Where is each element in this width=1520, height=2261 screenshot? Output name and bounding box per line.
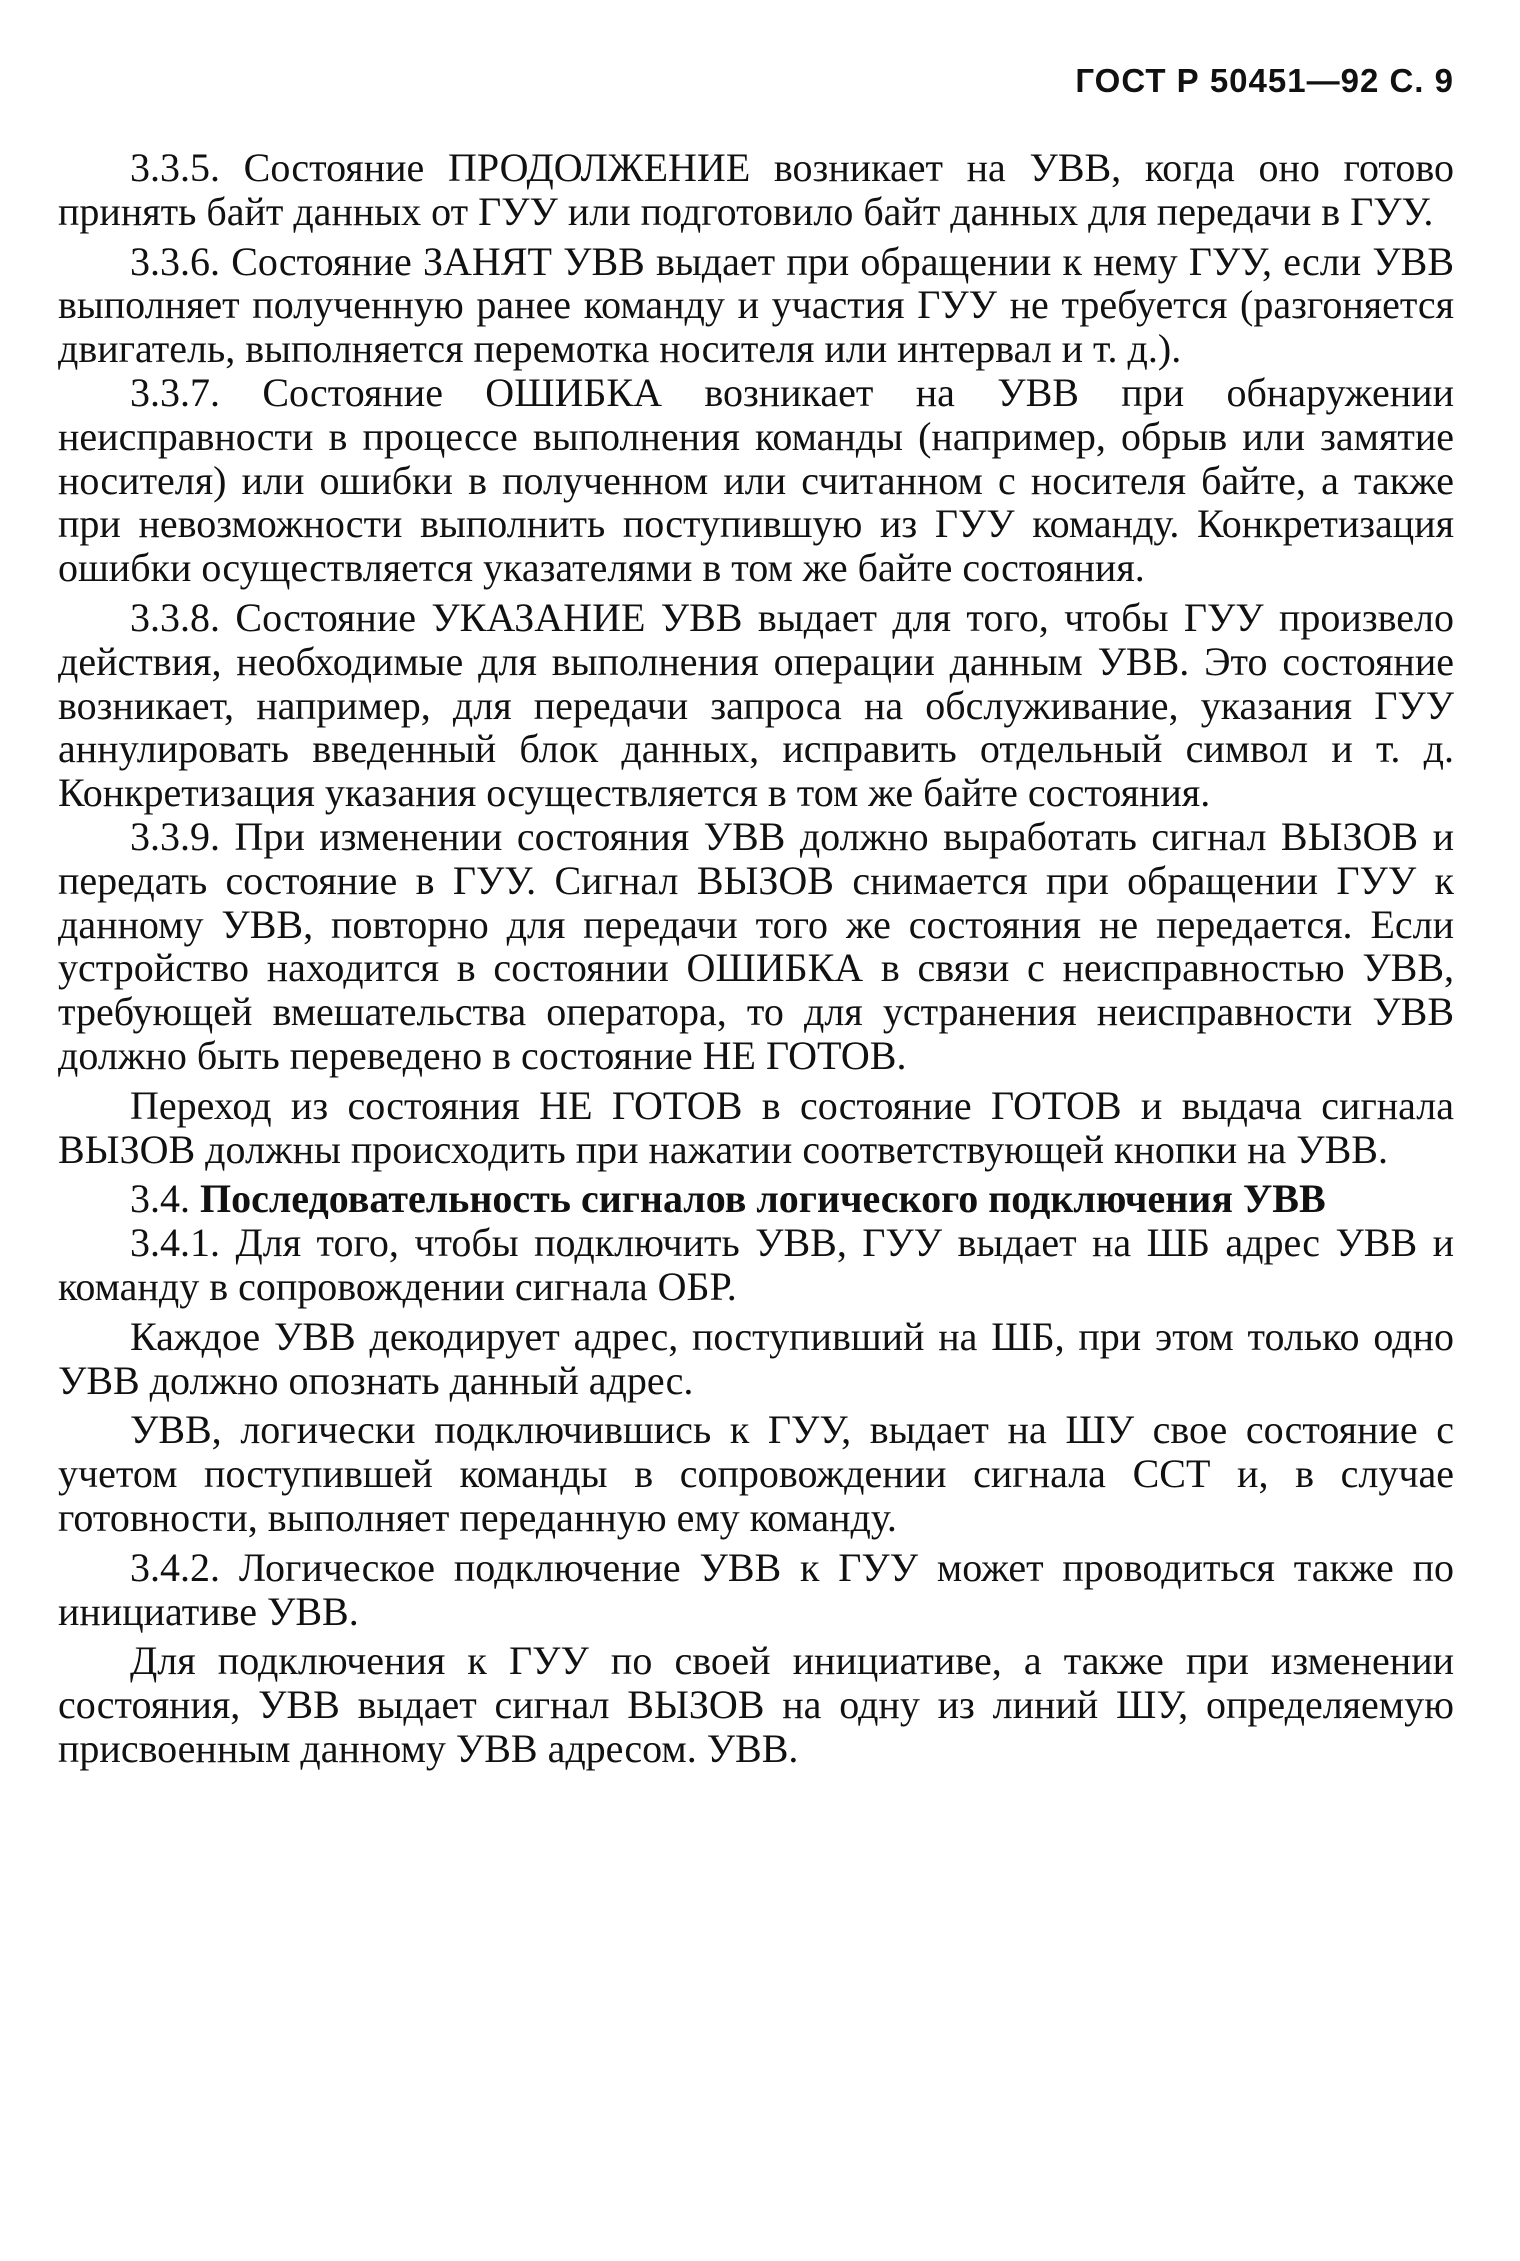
document-page — [58, 0, 1454, 2261]
document-body — [58, 146, 1454, 1771]
paragraph-3-4-1-decode: Каждое УВВ декодирует адрес, поступивший на ШБ, при этом только одно УВВ должно опознать данный адрес. — [58, 1313, 1454, 1403]
paragraph-3-3-7: 3.3.7. Состояние ОШИБКА возникает на УВВ при обнаружении неисправности в процессе выполнения команды (например, обрыв или замятие носителя) или ошибки в полученном или считанном с носителя байте, а также при невозможности выполнить поступившую из ГУУ команду. Конкретизация ошибки осуществляется указателями в том же байте состояния. — [58, 369, 1454, 591]
paragraph-3-3-9: 3.3.9. При изменении состояния УВВ должно выработать сигнал ВЫЗОВ и передать состояние в ГУУ. Сигнал ВЫЗОВ снимается при обращении ГУУ к данному УВВ, повторно для передачи того же состояния не передается. Если устройство находится в состоянии ОШИБКА в связи с неисправностью УВВ, требующей вмешательства оператора, то для устранения неисправности УВВ должно быть переведено в состояние НЕ ГОТОВ. — [58, 813, 1454, 1078]
paragraph-3-4-2: 3.4.2. Логическое подключение УВВ к ГУУ может проводиться также по инициативе УВВ. — [58, 1544, 1454, 1634]
paragraph-3-3-8: 3.3.8. Состояние УКАЗАНИЕ УВВ выдает для того, чтобы ГУУ произвело действия, необходимые для выполнения операции данным УВВ. Это состояние возникает, например, для передачи запроса на обслуживание, указания ГУУ аннулировать введенный блок данных, исправить отдельный символ и т. д. Конкретизация указания осуществляется в том же байте состояния. — [58, 594, 1454, 816]
paragraph-3-3-6: 3.3.6. Состояние ЗАНЯТ УВВ выдает при обращении к нему ГУУ, если УВВ выполняет полученную ранее команду и участия ГУУ не требуется (разгоняется двигатель, выполняется перемотка носителя или интервал и т. д.). — [58, 238, 1454, 372]
page-header: ГОСТ Р 50451—92 С. 9 — [1075, 62, 1454, 99]
paragraph-3-3-9-continued: Переход из состояния НЕ ГОТОВ в состояние ГОТОВ и выдача сигнала ВЫЗОВ должны происходить при нажатии соответствующей кнопки на УВВ. — [58, 1082, 1454, 1172]
paragraph-3-4-1: 3.4.1. Для того, чтобы подключить УВВ, ГУУ выдает на ШБ адрес УВВ и команду в сопровождении сигнала ОБР. — [58, 1220, 1454, 1309]
paragraph-3-4-2-initiative: Для подключения к ГУУ по своей инициативе, а также при изменении состояния, УВВ выдает сигнал ВЫЗОВ на одну из линий ШУ, определяемую присвоенным данному УВВ адресом. УВВ. — [58, 1638, 1454, 1771]
section-title: Последовательность сигналов логического подключения УВВ — [200, 1176, 1326, 1222]
paragraph-3-3-5: 3.3.5. Состояние ПРОДОЛЖЕНИЕ возникает на УВВ, когда оно готово принять байт данных от ГУУ или подготовило байт данных для передачи в ГУУ. — [58, 145, 1454, 234]
section-heading-3-4 — [58, 1177, 1454, 1221]
paragraph-3-4-1-status: УВВ, логически подключившись к ГУУ, выдает на ШУ свое состояние с учетом поступившей команды в сопровождении сигнала ССТ и, в случае готовности, выполняет переданную ему команду. — [58, 1407, 1454, 1540]
section-number: 3.4. — [130, 1176, 190, 1222]
